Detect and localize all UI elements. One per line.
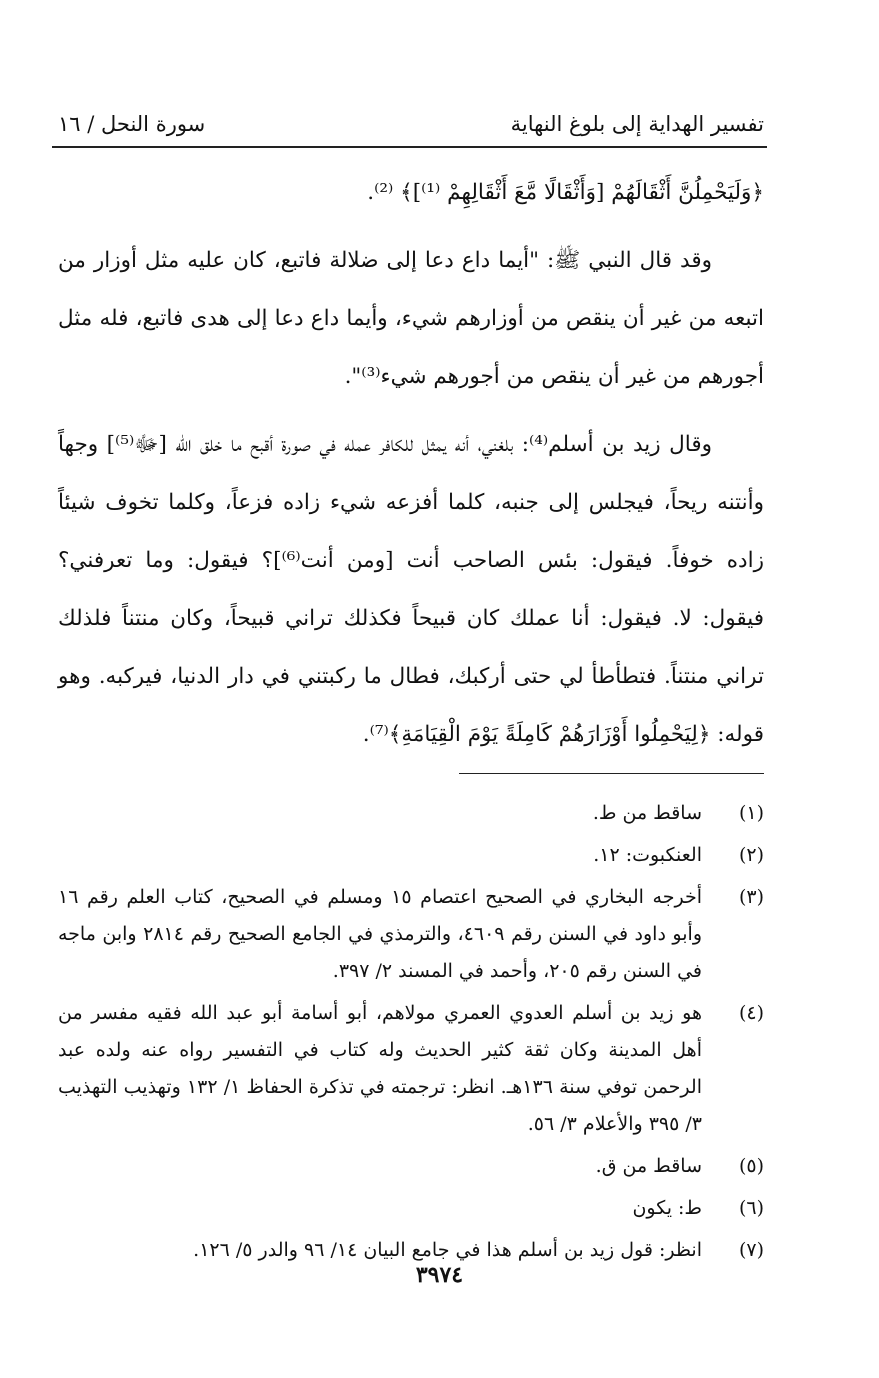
footnote — [58, 795, 764, 832]
footnote-text: العنكبوت: ١٢. — [593, 844, 702, 866]
footnote — [58, 837, 764, 874]
footnote-text: ساقط من ط. — [592, 802, 702, 824]
surah-reference: سورة النحل / ١٦ — [58, 112, 206, 136]
footnote-number: (٦) — [738, 1197, 764, 1219]
footnote-text: هو زيد بن أسلم العدوي العمري مولاهم، أبو أسامة أبو عبد الله فقيه مفسر من أهل المدينة وكان ثقة كثير الحديث وله كتاب في التفسير رواه عنه ولده عبد الرحمن توفي سنة ١٣٦هـ. انظر: ترجمته في تذكرة الحفاظ ١/ ١٣٢ وتهذيب التهذيب ٣/ ٣٩٥ والأعلام ٣/ ٥٦. — [58, 1002, 702, 1135]
running-header — [58, 112, 764, 146]
book-title: تفسير الهداية إلى بلوغ النهاية — [510, 112, 764, 136]
footnote-text: ط: يكون — [632, 1197, 702, 1219]
narration-paragraph: وقال زيد بن أسلم⁽⁴⁾: بلغني، أنه يمثل للكافر عمله في صورة أقبح ما خلق الله [ﷻ⁽⁵⁾] وجهاً وأنتنه ريحاً، فيجلس إلى جنبه، كلما أفزعه شيء زاده فزعاً، وكلما تخوف شيئاً زاده خوفاً. فيقول: بئس الصاحب أنت [ومن أنت⁽⁶⁾]؟ فيقول: وما تعرفني؟ فيقول: لا. فيقول: أنا عملك كان قبيحاً فكذلك تراني قبيحاً، وكان منتناً فلذلك تراني منتناً. فتطأطأ لي حتى أركبك، فطال ما ركبتني في دار الدنيا، فيركبه. وهو قوله: ﴿لِيَحْمِلُوا أَوْزَارَهُمْ كَامِلَةً يَوْمَ الْقِيَامَةِ﴾⁽⁷⁾. — [58, 432, 764, 747]
footnote — [58, 1190, 764, 1227]
footnote-text: ساقط من ق. — [595, 1155, 702, 1177]
footnote — [58, 879, 764, 990]
header-rule — [52, 146, 767, 148]
verse-line: ﴿وَلَيَحْمِلُنَّ أَثْقَالَهُمْ [وَأَثْقَالًا مَّعَ أَثْقَالِهِمْ ⁽¹⁾]﴾ ⁽²⁾. — [367, 180, 764, 205]
footnote-number: (٤) — [738, 1002, 764, 1024]
footnote-number: (٥) — [738, 1155, 764, 1177]
footnote-number: (٣) — [738, 886, 764, 908]
footnote-text: أخرجه البخاري في الصحيح اعتصام ١٥ ومسلم في الصحيح، كتاب العلم رقم ١٦ وأبو داود في السنن رقم ٤٦٠٩، والترمذي في الجامع الصحيح رقم ٢٨١٤ وابن ماجه في السنن رقم ٢٠٥، وأحمد في المسند ٢/ ٣٩٧. — [58, 886, 702, 982]
footnote — [58, 1148, 764, 1185]
footnote-number: (٧) — [738, 1239, 764, 1261]
footnote — [58, 995, 764, 1143]
footnotes — [58, 795, 764, 1274]
page-number: ٣٩٧٤ — [415, 1262, 464, 1288]
footnote-number: (١) — [738, 802, 764, 824]
footnote-text: انظر: قول زيد بن أسلم هذا في جامع البيان ١٤/ ٩٦ والدر ٥/ ١٢٦. — [193, 1239, 702, 1261]
footnote-number: (٢) — [738, 844, 764, 866]
hadith-paragraph: وقد قال النبي ﷺ: "أيما داع دعا إلى ضلالة فاتبع، كان عليه مثل أوزار من اتبعه من غير أن ينقص من أوزارهم شيء، وأيما داع دعا إلى هدى فاتبع، فله مثل أجورهم من غير أن ينقص من أجورهم شيء⁽³⁾". — [58, 248, 764, 389]
main-text — [58, 164, 764, 764]
footnote-rule — [459, 773, 764, 774]
